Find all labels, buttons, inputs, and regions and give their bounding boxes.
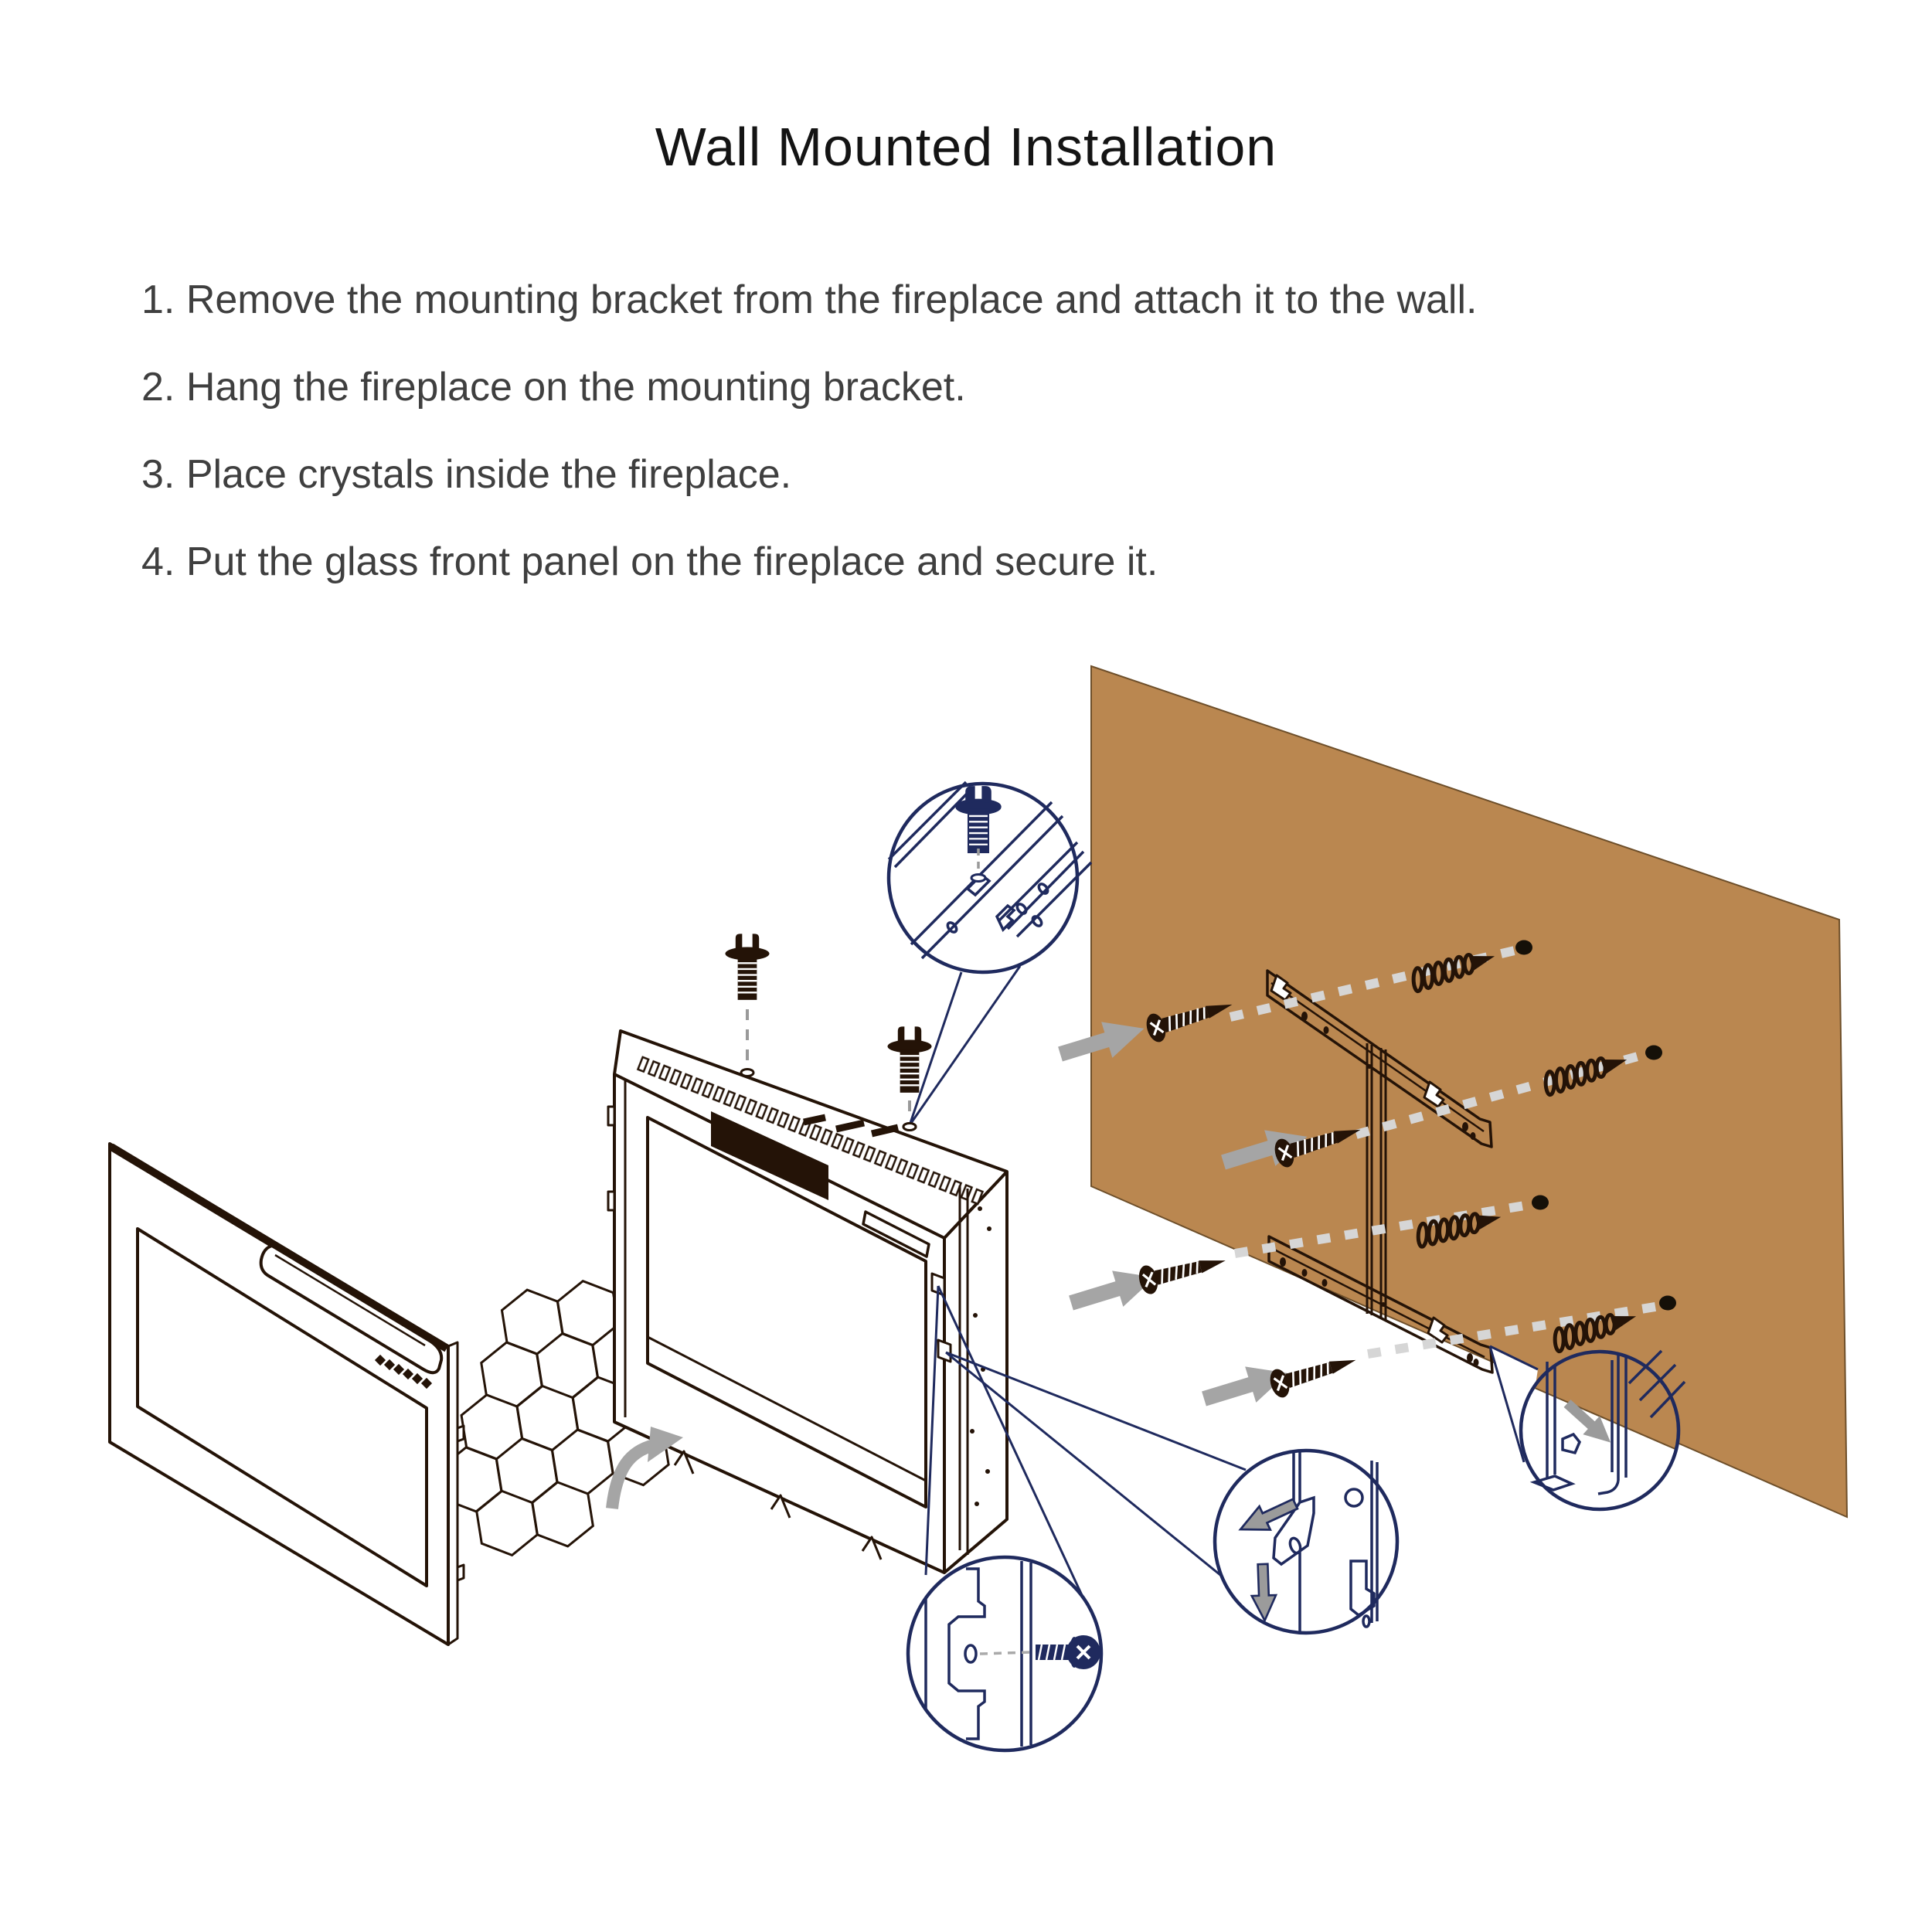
page-title: Wall Mounted Installation (655, 117, 1277, 177)
instruction-step-3: 3. Place crystals inside the fireplace. (141, 452, 792, 497)
instruction-step-1: 1. Remove the mounting bracket from the fireplace and attach it to the wall. (141, 277, 1478, 322)
detail-circle-latch (1215, 1451, 1397, 1633)
drill-hole-4 (1659, 1296, 1676, 1311)
detail-circle-top-screw (889, 782, 1091, 972)
drill-hole-3 (1532, 1196, 1549, 1210)
fireplace-unit (608, 1031, 1007, 1573)
glass-front-panel (110, 1144, 464, 1645)
drill-hole-2 (1645, 1046, 1662, 1060)
instruction-step-4: 4. Put the glass front panel on the fireplace and secure it. (141, 539, 1158, 584)
wall-screw-4 (1267, 1346, 1360, 1400)
wall-panel (1091, 666, 1847, 1517)
instruction-step-2: 2. Hang the fireplace on the mounting bracket. (141, 365, 966, 410)
drill-hole-1 (1515, 940, 1532, 955)
pan-head-screw-1 (726, 934, 770, 1000)
wall-screw-3 (1136, 1247, 1229, 1296)
detail-circle-side-screw (908, 1557, 1101, 1750)
